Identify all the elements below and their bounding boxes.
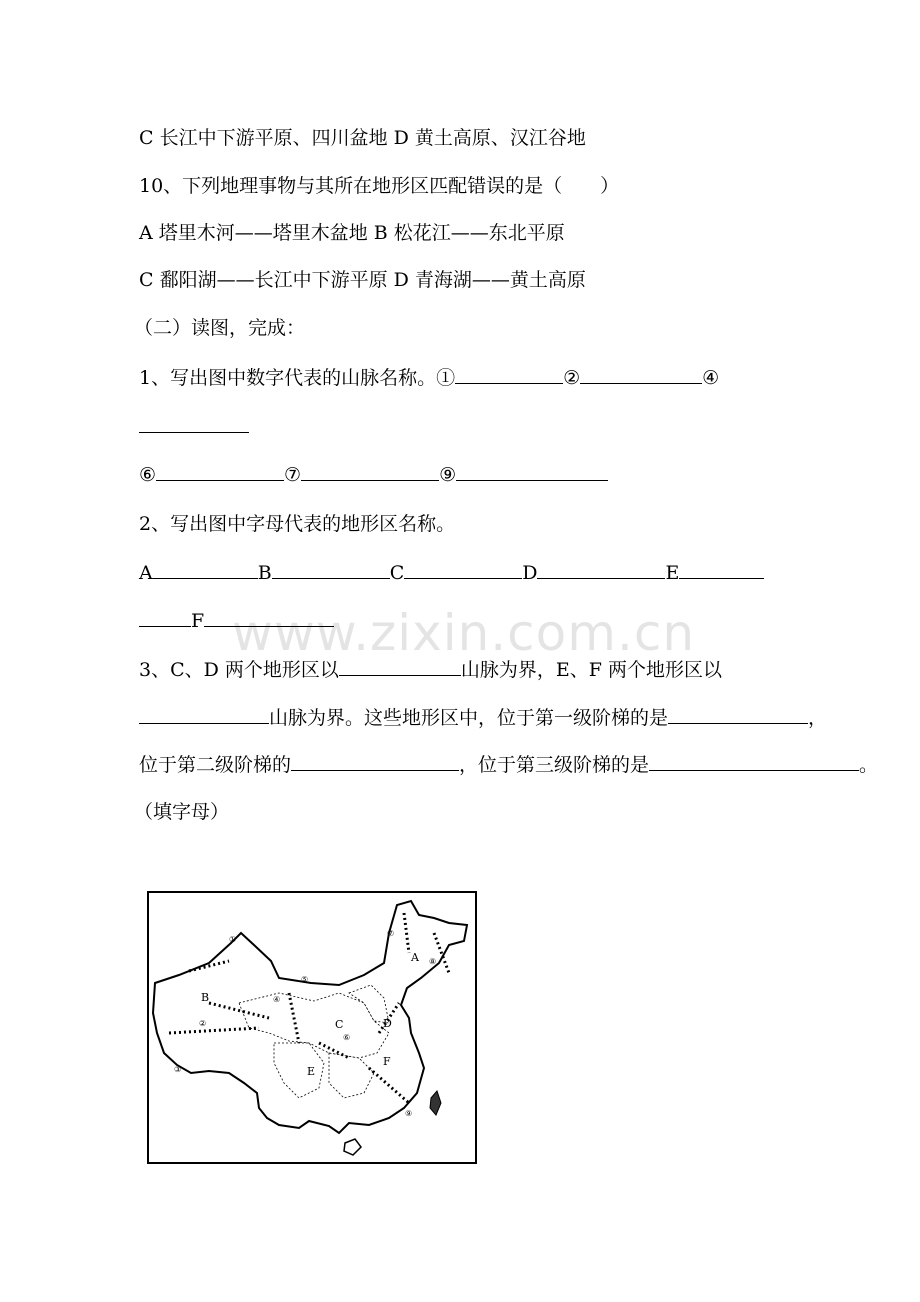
q1-stem: 1、写出图中数字代表的山脉名称。: [139, 367, 437, 389]
map-label-c: C: [335, 1018, 344, 1031]
q1-blank-1[interactable]: [455, 365, 563, 384]
map-label-e: E: [307, 1065, 316, 1078]
q1-blank-4[interactable]: [139, 414, 249, 433]
q2-letter-e: E: [665, 562, 680, 584]
q3-part3: 山脉为界。这些地形区中，位于第一级阶梯的是: [269, 707, 669, 729]
map-label-d: D: [383, 1017, 392, 1030]
q10-option-cd: C 鄱阳湖——长江中下游平原 D 青海湖——黄土高原: [139, 269, 586, 291]
q3-blank-4[interactable]: [291, 752, 459, 771]
watermark: www.zixin.com.cn: [232, 604, 696, 662]
q9-option-cd: C 长江中下游平原、四川盆地 D 黄土高原、汉江谷地: [139, 127, 586, 149]
q1-blank-6[interactable]: [156, 462, 284, 481]
q2-letter-a: A: [139, 562, 153, 584]
q2-blank-b[interactable]: [272, 560, 390, 579]
q1-mark-1: ①: [436, 367, 456, 389]
map-number-2: ②: [199, 1019, 207, 1028]
section2-heading: （二）读图，完成：: [134, 317, 306, 339]
q3-line-2: [139, 705, 827, 730]
q1-line-cont: [139, 414, 249, 439]
q1-mark-2: ②: [563, 367, 581, 389]
region-borders: [239, 985, 389, 1098]
map-number-6: ⑥: [343, 1033, 351, 1042]
q1-mark-4: ④: [702, 367, 720, 389]
q1-mark-7: ⑦: [284, 464, 302, 486]
map-label-b: B: [201, 991, 210, 1004]
q3-comma: ，: [808, 707, 828, 729]
q2-letter-b: B: [257, 562, 272, 584]
map-number-4: ④: [273, 995, 281, 1004]
q3-part5: ，位于第三级阶梯的是: [459, 754, 650, 776]
q3-part4: 位于第二级阶梯的: [139, 754, 292, 776]
map-number-3: ③: [174, 1065, 182, 1074]
map-number-1: ①: [229, 935, 237, 944]
q1-blank-9[interactable]: [456, 462, 608, 481]
map-number-5: ⑤: [301, 975, 309, 984]
q2-letter-f: F: [191, 610, 205, 632]
map-label-a: A: [411, 951, 419, 964]
q1-mark-9: ⑨: [439, 464, 457, 486]
q3-part1: 3、C、D 两个地形区以: [139, 659, 339, 681]
q2-blank-c[interactable]: [404, 560, 522, 579]
q3-line-1: [139, 657, 722, 682]
q3-part2: 山脉为界，E、F 两个地形区以: [460, 659, 722, 681]
map-label-f: F: [383, 1055, 391, 1068]
china-outline-svg: [149, 893, 477, 1164]
q1-blank-7[interactable]: [301, 462, 439, 481]
q3-blank-5[interactable]: [649, 752, 859, 771]
map-number-9: ⑨: [405, 1109, 413, 1118]
q10-option-ab: A 塔里木河——塔里木盆地 B 松花江——东北平原: [139, 222, 565, 244]
q3-line-3: [139, 752, 878, 777]
map-number-7: ⑦: [387, 929, 395, 938]
q2-blank-e[interactable]: [679, 560, 764, 579]
q1-blank-2[interactable]: [580, 365, 702, 384]
q2-blank-d[interactable]: [537, 560, 665, 579]
china-outline: [153, 901, 467, 1133]
q2-blank-a[interactable]: [153, 560, 258, 579]
q3-end: 。: [859, 754, 879, 776]
taiwan-island: [430, 1091, 441, 1115]
q10-stem: 10、下列地理事物与其所在地形区匹配错误的是（ ）: [139, 175, 620, 197]
q1-line: [139, 365, 719, 390]
q3-blank-1[interactable]: [339, 657, 461, 676]
map-number-8: ⑧: [429, 957, 437, 966]
q2-blank-f[interactable]: [204, 608, 334, 627]
q3-blank-2[interactable]: [139, 705, 269, 724]
q3-blank-3[interactable]: [668, 705, 808, 724]
q2-line: [139, 560, 764, 585]
q2-letter-c: C: [389, 562, 405, 584]
q1-mark-6: ⑥: [139, 464, 157, 486]
hainan-island: [344, 1139, 361, 1155]
q2-blank-e-cont[interactable]: [139, 608, 191, 627]
q3-note: （填字母）: [134, 801, 230, 823]
q2-letter-d: D: [522, 562, 538, 584]
q1-line-2: [139, 462, 608, 487]
q2-stem: 2、写出图中字母代表的地形区名称。: [139, 513, 456, 535]
china-terrain-map: [147, 891, 477, 1164]
q2-line-2: [139, 608, 334, 633]
